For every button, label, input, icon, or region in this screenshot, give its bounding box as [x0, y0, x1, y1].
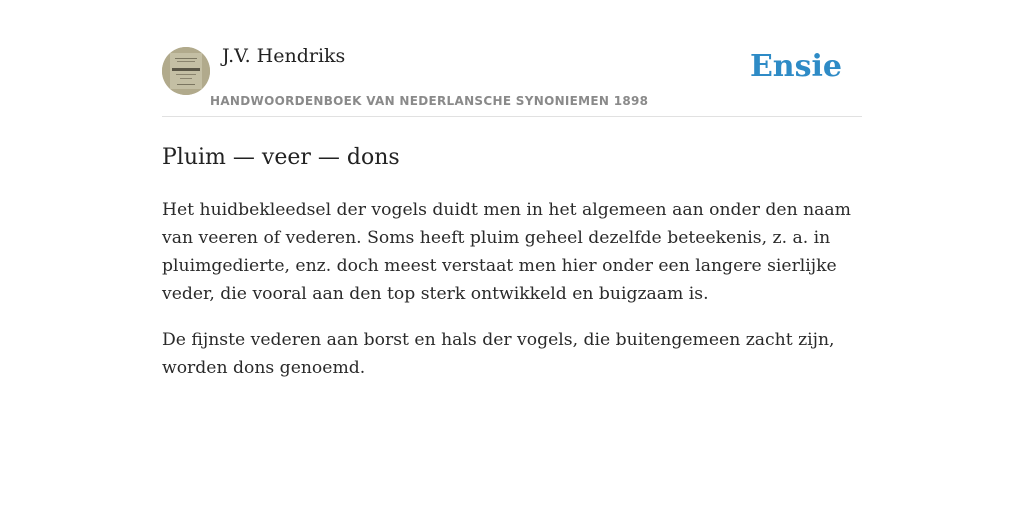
header	[162, 0, 862, 117]
book-cover-avatar-icon	[162, 47, 210, 95]
source-title[interactable]: HANDWOORDENBOEK VAN NEDERLANSCHE SYNONIEMEN 1898	[210, 94, 649, 108]
paragraph: De fijnste vederen aan borst en hals der vogels, die buitengemeen zacht zijn, worden dons genoemd.	[162, 330, 835, 378]
author-name[interactable]: J.V. Hendriks	[222, 45, 346, 67]
brand-logo[interactable]: Ensie	[749, 49, 842, 84]
article-body	[162, 196, 862, 382]
paragraph: Het huidbekleedsel der vogels duidt men in het algemeen aan onder den naam van veeren of vederen. Soms heeft pluim geheel dezelfde beteekenis, z. a. in pluimgedierte, enz. doch meest verstaat men hier onder een langere sierlijke veder, die vooral aan den top sterk ontwikkeld en buigzaam is.	[162, 200, 851, 304]
avatar[interactable]	[162, 47, 210, 95]
article-title: Pluim — veer — dons	[162, 145, 400, 170]
content-container	[162, 0, 862, 400]
